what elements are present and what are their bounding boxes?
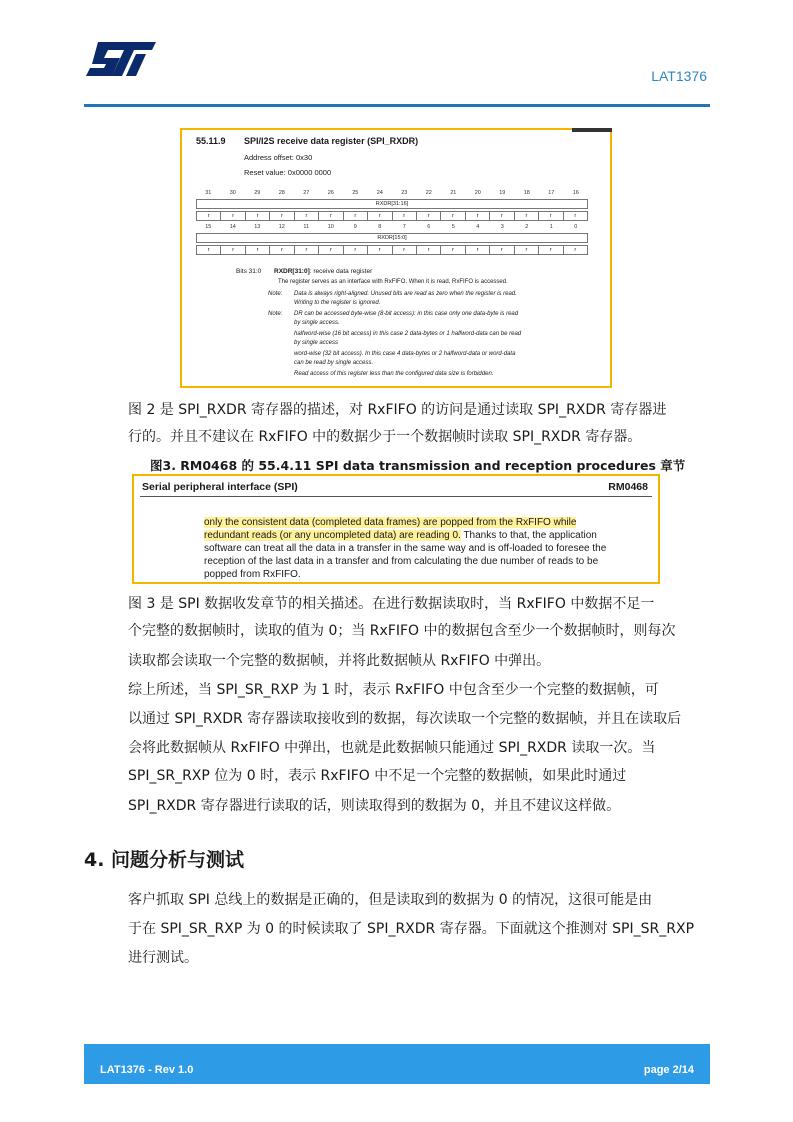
body-text: 以通过 SPI_RXDR 寄存器读取接收到的数据，每次读取一个完整的数据帧，并且在读取后 [128,711,682,727]
note-text: by single access [294,340,339,346]
access-row-high [196,211,588,221]
bit-number: 18 [523,190,530,196]
body-text: 读取都会读取一个完整的数据帧，并将此数据帧从 RxFIFO 中弹出。 [128,653,551,669]
figure-caption: 图3. RM0468 的 55.4.11 SPI data transmission and reception procedures 章节 [150,458,686,473]
body-text: 于在 SPI_SR_RXP 为 0 的时候读取了 SPI_RXDR 寄存器。下面就这个推测对 SPI_SR_RXP [128,921,695,937]
register-field-low: RXDR[15:0] [196,233,588,243]
access-cell: r [515,212,539,220]
body-text: 进行测试。 [128,950,198,966]
access-cell: r [270,246,294,254]
bit-number: 22 [425,190,432,196]
access-cell: r [393,212,417,220]
bit-number: 16 [572,190,579,196]
access-cell: r [221,246,245,254]
excerpt-header-left: Serial peripheral interface (SPI) [142,481,298,493]
note-text: can be read by single access. [294,360,374,366]
doc-id: LAT1376 [651,68,707,84]
section-number: 55.11.9 [196,136,226,146]
bit-number: 0 [574,224,578,230]
bit-number: 31 [205,190,212,196]
body-text: 行的。并且不建议在 RxFIFO 中的数据少于一个数据帧时读取 SPI_RXDR 寄存器。 [128,429,642,445]
access-cell: r [515,246,539,254]
note-text: halfword-wise (16 bit access) in this case 2 data-bytes or 1 halfword-data can be read [294,331,522,337]
bit-numbers-high [196,190,588,196]
access-cell: r [466,246,490,254]
bit-number: 27 [303,190,310,196]
access-cell: r [270,212,294,220]
bit-number: 12 [278,224,285,230]
bit-number: 10 [327,224,334,230]
access-cell: r [295,246,319,254]
section-heading: 4. 问题分析与测试 [84,849,245,871]
access-cell: r [574,247,577,253]
bit-number: 13 [254,224,261,230]
body-text: 图 3 是 SPI 数据收发章节的相关描述。在进行数据读取时，当 RxFIFO 中数据不足一 [128,596,655,612]
excerpt-line: software can treat all the data in a transfer in the same way and is off-loaded to foresee the [204,543,607,554]
body-text: 客户抓取 SPI 总线上的数据是正确的，但是读取到的数据为 0 的情况，这很可能是由 [128,892,653,908]
corner-mark [572,128,612,132]
footer-page-number: page 2/14 [643,1064,694,1076]
access-cell: r [246,246,270,254]
excerpt-line [204,529,597,542]
bit-number: 29 [254,190,261,196]
body-text: 图 2 是 SPI_RXDR 寄存器的描述，对 RxFIFO 的访问是通过读取 SPI_RXDR 寄存器进 [128,402,667,418]
bit-number: 19 [499,190,506,196]
figure-rm-excerpt [132,474,660,584]
body-text: SPI_RXDR 寄存器进行读取的话，则读取得到的数据为 0，并且不建议这样做。 [128,798,621,814]
bit-number: 7 [402,224,406,230]
note-label: Note: [268,291,283,297]
bit-number: 9 [353,224,357,230]
access-row-low [196,245,588,255]
highlighted-text: only the consistent data (completed data frames) are popped from the RxFIFO while [204,517,577,528]
access-cell: r [368,246,392,254]
note-label: Note: [268,311,283,317]
access-cell: r [197,246,221,254]
bit-number: 3 [500,224,504,230]
note-text: Data is always right-aligned. Unused bits are read as zero when the register is read. [294,291,517,297]
access-cell: r [490,246,514,254]
bits-label: Bits 31:0 [236,268,262,275]
access-cell: r [319,212,343,220]
access-cell: r [221,212,245,220]
bit-number: 28 [278,190,285,196]
bit-number: 21 [450,190,457,196]
footer-doc-rev: LAT1376 - Rev 1.0 [100,1064,194,1076]
body-text: 综上所述，当 SPI_SR_RXP 为 1 时，表示 RxFIFO 中包含至少一个完整的数据帧，可 [128,682,659,698]
bits-field [274,268,372,275]
bit-number: 15 [205,224,212,230]
note-text: DR can be accessed byte-wise (8-bit access): in this case only one data-byte is read [294,311,519,317]
access-cell: r [417,246,441,254]
note-text: word-wise (32 bit access). In this case 4 data-bytes or 2 halfword-data or word-data [294,351,516,357]
bit-number: 2 [525,224,529,230]
register-field-high: RXDR[31:16] [196,199,588,209]
excerpt-header-right: RM0468 [608,481,648,493]
body-text: 会将此数据帧从 RxFIFO 中弹出，也就是此数据帧只能通过 SPI_RXDR 读取一次。当 [128,740,656,756]
reset-value: Reset value: 0x0000 0000 [244,168,332,177]
note-text: Read access of this register less than the configured data size is forbidden. [294,371,494,377]
bit-number: 11 [303,224,310,230]
bits-name: RXDR[31:0] [274,268,310,275]
access-cell: r [539,246,563,254]
access-cell: r [539,212,563,220]
bit-number: 14 [229,224,236,230]
access-cell: r [344,212,368,220]
bit-number: 8 [378,224,382,230]
access-cell: r [490,212,514,220]
bit-number: 6 [427,224,431,230]
access-cell: r [246,212,270,220]
bit-number: 24 [376,190,383,196]
register-title: SPI/I2S receive data register (SPI_RXDR) [244,136,419,146]
access-cell: r [574,213,577,219]
figure-register-description [180,128,612,388]
access-cell: r [344,246,368,254]
bit-number: 4 [476,224,480,230]
bit-number: 5 [451,224,455,230]
note-text: by single access. [294,320,340,326]
highlighted-text: redundant reads (or any uncompleted data) are reading 0. [204,530,461,541]
bit-number: 20 [474,190,481,196]
bit-numbers-low [196,224,588,230]
bit-number: 23 [401,190,408,196]
address-offset: Address offset: 0x30 [244,153,313,162]
access-cell: r [441,212,465,220]
bit-number: 25 [352,190,359,196]
access-cell: r [319,246,343,254]
access-cell: r [441,246,465,254]
bit-number: 26 [327,190,334,196]
page-footer [84,1044,710,1084]
st-logo [84,40,158,78]
access-cell: r [466,212,490,220]
excerpt-rule [140,496,652,497]
access-cell: r [197,212,221,220]
access-cell: r [368,212,392,220]
access-cell: r [417,212,441,220]
body-text: 个完整的数据帧时，读取的值为 0；当 RxFIFO 中的数据包含至少一个数据帧时，则每次 [128,623,676,639]
header-rule [84,104,710,107]
excerpt-text: Thanks to that, the application [460,530,597,541]
access-cell: r [295,212,319,220]
register-description: The register serves as an interface with RxFIFO. When it is read, RxFIFO is accessed. [278,279,508,285]
bit-number: 17 [548,190,555,196]
bit-number: 30 [229,190,236,196]
excerpt-line [204,516,576,529]
access-cell: r [393,246,417,254]
excerpt-line: popped from RxFIFO. [204,569,301,580]
note-text: Writing to the register is ignored. [294,300,381,306]
excerpt-line: reception of the last data in a transfer and from calculating the due number of reads to be [204,556,599,567]
bits-name-desc: : receive data register [309,268,373,275]
bit-number: 1 [549,224,553,230]
body-text: SPI_SR_RXP 位为 0 时，表示 RxFIFO 中不足一个完整的数据帧，如果此时通过 [128,768,627,784]
